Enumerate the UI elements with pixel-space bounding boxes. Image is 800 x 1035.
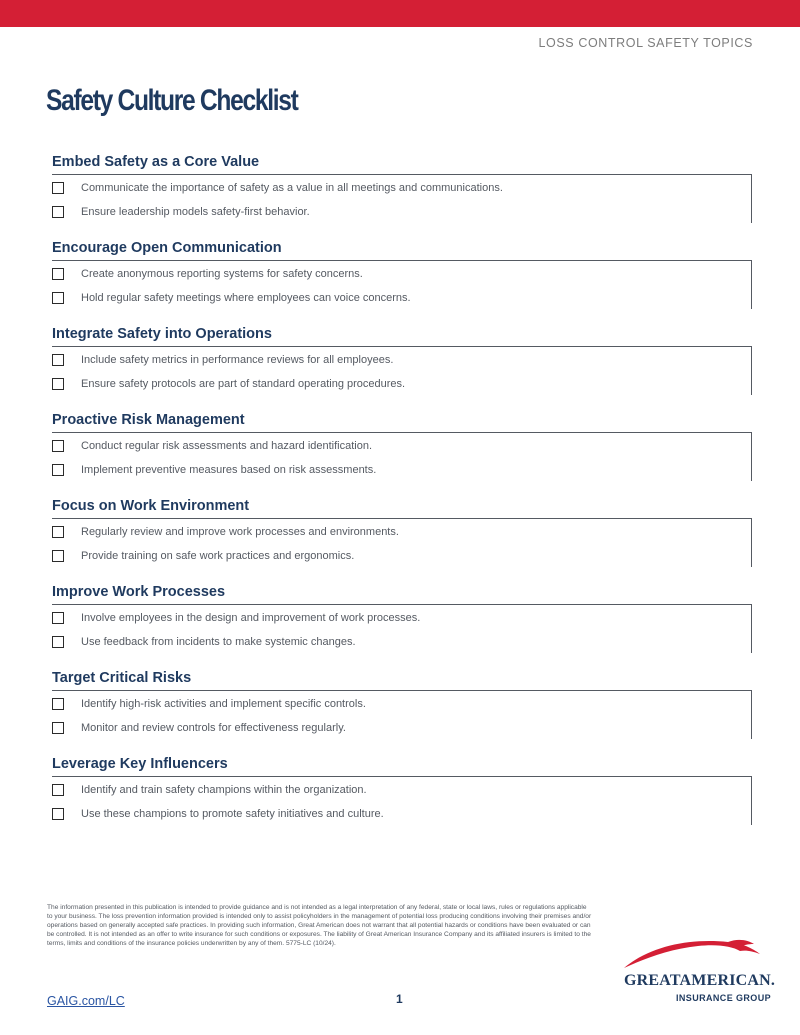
checkbox[interactable] <box>52 612 64 624</box>
section-box <box>52 604 752 653</box>
section-box <box>52 518 752 567</box>
checklist-item-text: Identify high-risk activities and implement specific controls. <box>81 698 366 710</box>
section-box <box>52 432 752 481</box>
checklist-item-text: Hold regular safety meetings where employees can voice concerns. <box>81 291 411 304</box>
checklist-section <box>52 496 752 582</box>
section-box <box>52 174 752 223</box>
checklist-item <box>52 635 751 659</box>
checklist-item-text: Conduct regular risk assessments and hazard identification. <box>81 440 373 452</box>
section-title: Encourage Open Communication <box>52 240 282 256</box>
section-title: Integrate Safety into Operations <box>52 326 272 342</box>
checklist-section <box>52 152 752 238</box>
checklist-item-text: Ensure leadership models safety-first behavior. <box>81 205 310 218</box>
page-title: Safety Culture Checklist <box>46 84 298 117</box>
checklist-item-text: Use feedback from incidents to make systemic changes. <box>81 635 356 648</box>
checklist-section <box>52 324 752 410</box>
header-tag: LOSS CONTROL SAFETY TOPICS <box>538 36 753 50</box>
checkbox[interactable] <box>52 440 64 452</box>
checklist-item <box>52 267 751 291</box>
checklist-item-text: Monitor and review controls for effectiveness regularly. <box>81 721 346 734</box>
checklist-item <box>52 353 751 377</box>
checklist-section <box>52 582 752 668</box>
section-title: Target Critical Risks <box>52 670 192 686</box>
checklist-item-text: Communicate the importance of safety as a value in all meetings and communications. <box>81 182 503 194</box>
checkbox[interactable] <box>52 354 64 366</box>
checklist-item-text: Ensure safety protocols are part of standard operating procedures. <box>81 377 406 390</box>
checklist-item-text: Provide training on safe work practices and ergonomics. <box>81 549 355 562</box>
checklist-item <box>52 611 751 635</box>
checkbox[interactable] <box>52 698 64 710</box>
checkbox[interactable] <box>52 268 64 280</box>
eagle-swoosh-icon <box>620 934 770 974</box>
page-number: 1 <box>396 992 403 1006</box>
checklist-item <box>52 783 751 807</box>
checkbox[interactable] <box>52 808 64 820</box>
checklist-item <box>52 549 751 573</box>
checklist-item <box>52 697 751 721</box>
checkbox[interactable] <box>52 784 64 796</box>
checklist-section <box>52 668 752 754</box>
great-american-logo <box>620 934 776 1006</box>
checkbox[interactable] <box>52 292 64 304</box>
checklist-item <box>52 721 751 745</box>
checklist-item <box>52 205 751 229</box>
checklist-item-text: Use these champions to promote safety initiatives and culture. <box>81 807 384 820</box>
section-box <box>52 260 752 309</box>
checkbox[interactable] <box>52 636 64 648</box>
checkbox[interactable] <box>52 464 64 476</box>
section-title: Focus on Work Environment <box>52 498 250 514</box>
website-link[interactable]: GAIG.com/LC <box>47 994 125 1008</box>
checklist-item <box>52 807 751 831</box>
section-box <box>52 346 752 395</box>
section-title: Proactive Risk Management <box>52 412 245 428</box>
checklist-item-text: Involve employees in the design and improvement of work processes. <box>81 612 421 624</box>
checkbox[interactable] <box>52 206 64 218</box>
section-title: Leverage Key Influencers <box>52 756 228 772</box>
checklist-item-text: Implement preventive measures based on risk assessments. <box>81 463 377 476</box>
section-box <box>52 776 752 825</box>
checklist-section <box>52 410 752 496</box>
checklist-item <box>52 291 751 315</box>
checklist-section <box>52 754 752 840</box>
checkbox[interactable] <box>52 550 64 562</box>
checklist-section <box>52 238 752 324</box>
checklist-item-text: Regularly review and improve work processes and environments. <box>81 526 399 538</box>
legal-disclaimer: The information presented in this publication is intended to provide guidance and is not intended as a legal interpretation of any federal, state or local laws, rules or regulations applicable to your business. The loss prevention information provided is intended only to assist policyholders in the management of potential loss producing conditions involving their premises and/or operations based on generally accepted safe practices. In providing such information, Great American does not warrant that all potential hazards or conditions have been evaluated or can be controlled. It is not intended as an offer to write insurance for such conditions or exposures. The liability of Great American Insurance Company and its affiliated insurers is limited to the terms, limits and conditions of the insurance policies underwritten by any of them. 5775-LC (10/24). <box>47 904 592 948</box>
section-title: Embed Safety as a Core Value <box>52 154 260 170</box>
section-title: Improve Work Processes <box>52 584 226 600</box>
checklist-item-text: Create anonymous reporting systems for safety concerns. <box>81 268 363 280</box>
checklist-item <box>52 463 751 487</box>
checkbox[interactable] <box>52 722 64 734</box>
checkbox[interactable] <box>52 182 64 194</box>
checklist-item-text: Include safety metrics in performance reviews for all employees. <box>81 354 394 366</box>
checklist-item <box>52 377 751 401</box>
logo-wordmark: GREATAMERICAN. <box>624 972 776 989</box>
top-accent-bar <box>0 0 800 27</box>
checkbox[interactable] <box>52 526 64 538</box>
checklist-item <box>52 525 751 549</box>
logo-subtitle: INSURANCE GROUP <box>676 993 772 1003</box>
checklist-item-text: Identify and train safety champions within the organization. <box>81 784 367 796</box>
checkbox[interactable] <box>52 378 64 390</box>
checklist-sections <box>52 152 752 840</box>
section-box <box>52 690 752 739</box>
checklist-item <box>52 181 751 205</box>
checklist-item <box>52 439 751 463</box>
